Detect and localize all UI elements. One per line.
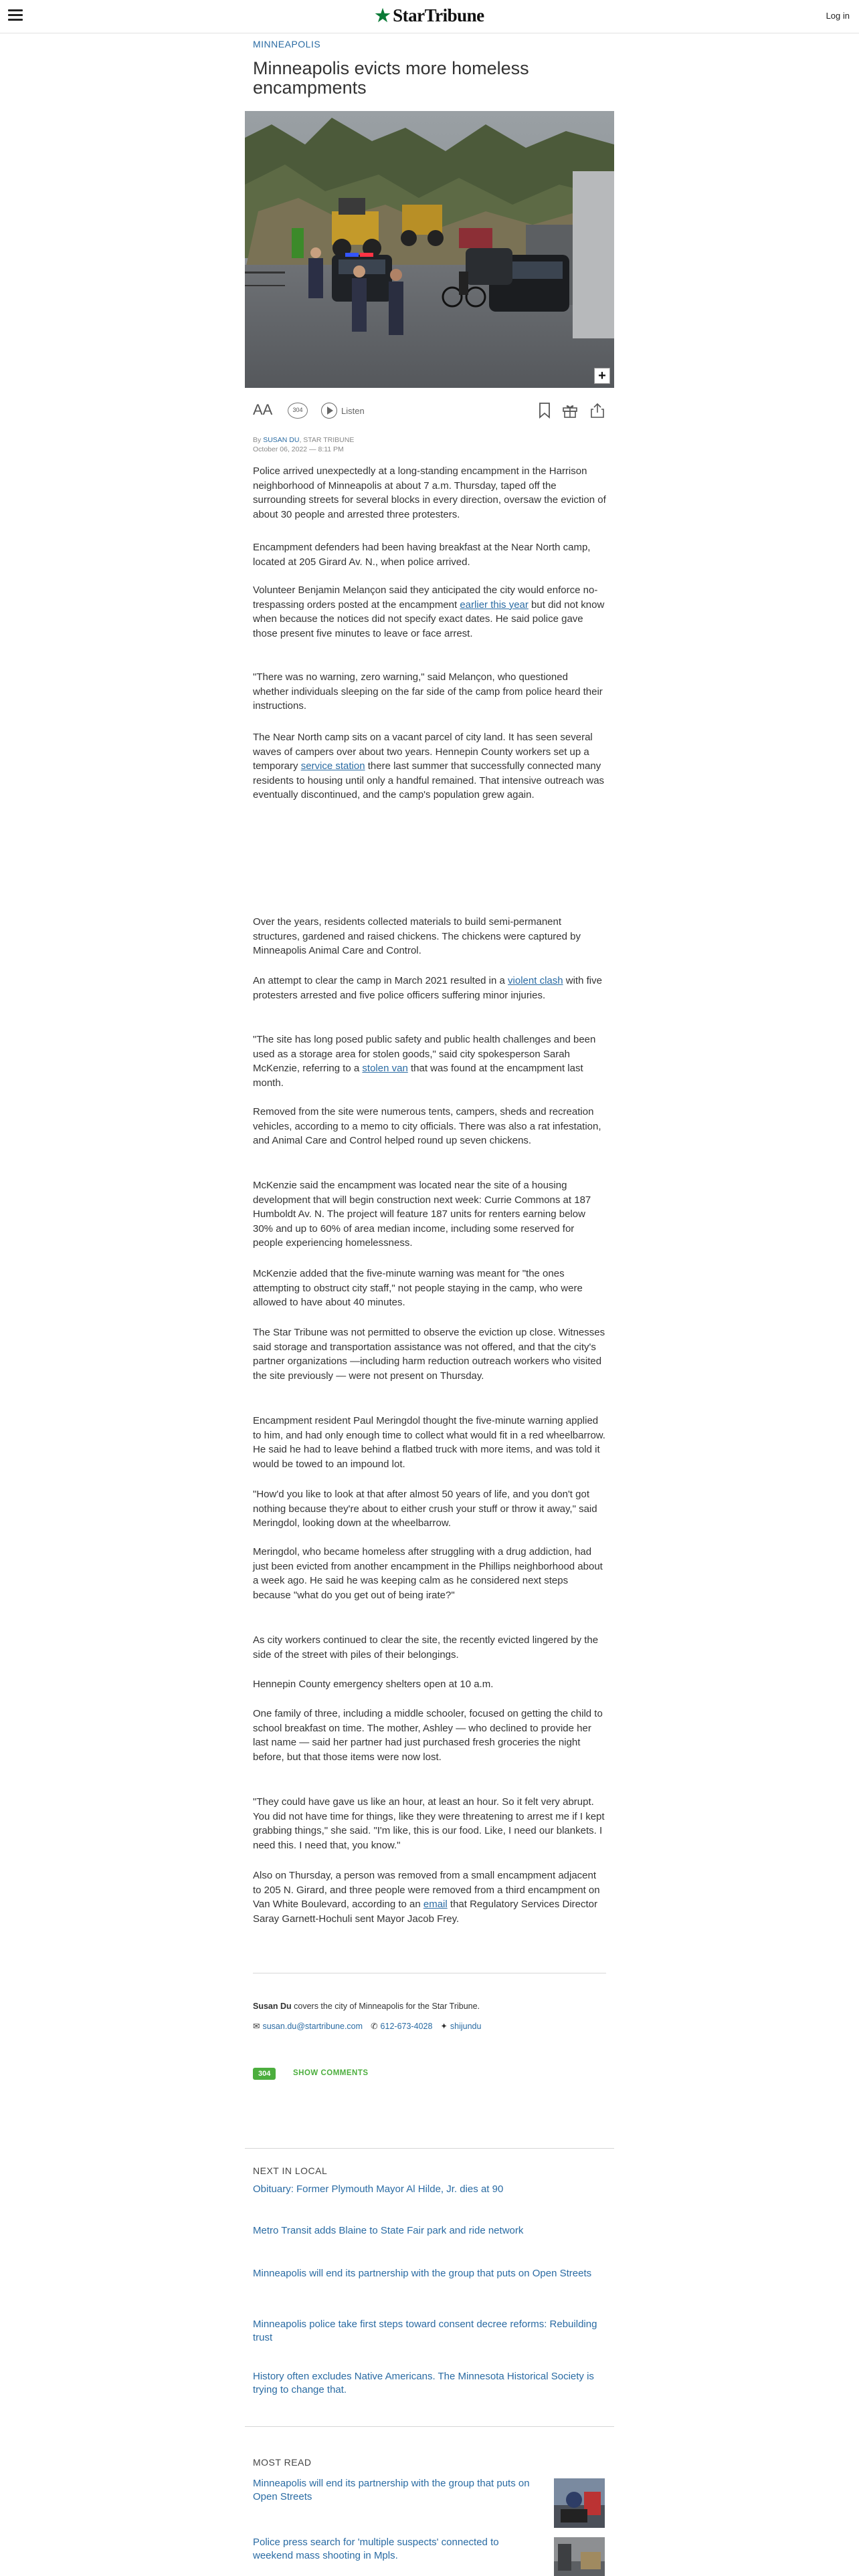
most-read-thumbnail[interactable] xyxy=(554,2478,605,2528)
author-contacts xyxy=(253,2021,481,2031)
section-label[interactable]: MINNEAPOLIS xyxy=(253,39,321,49)
article-paragraph: "The site has long posed public safety and public health challenges and been used as a storage area for stolen goods," said city spokesperson Sarah McKenzie, referring to a stolen van that was found at the encampment last month. xyxy=(253,1034,596,1089)
article-toolbar xyxy=(253,400,606,424)
author-name: Susan Du xyxy=(253,2002,292,2011)
startribune-logo[interactable] xyxy=(375,5,484,26)
inline-link[interactable]: email xyxy=(423,1899,448,1910)
top-navigation-bar xyxy=(0,0,859,33)
publish-date: October 06, 2022 — 8:11 PM xyxy=(253,445,344,453)
article-paragraph: "They could have gave us like an hour, at least an hour. So it felt very abrupt. You did not have time for things, like they were threatening to arrest me if I kept grabbing things," she said. "I'm like, this is our food. Like, I need our blankets. I need this. I need that, you know." xyxy=(253,1796,605,1851)
article-paragraph: Police arrived unexpectedly at a long-standing encampment in the Harrison neighborhood of Minneapolis at about 7 a.m. Thursday, taped off the surrounding streets for several blocks in every direction, oversaw the eviction of about 30 people and arrested three protesters. xyxy=(253,465,606,520)
byline-prefix: By xyxy=(253,436,262,444)
author-phone[interactable]: ✆ 612-673-4028 xyxy=(371,2022,433,2031)
hamburger-menu-icon[interactable] xyxy=(8,9,23,21)
article-paragraph: An attempt to clear the camp in March 2021 resulted in a violent clash with five protesters arrested and five police officers suffering minor injuries. xyxy=(253,975,602,1001)
hero-photo-illustration xyxy=(245,111,614,388)
gift-icon[interactable] xyxy=(562,403,578,422)
byline-author-link[interactable]: SUSAN DU xyxy=(263,436,300,444)
article-paragraph: Removed from the site were numerous tents, campers, sheds and recreation vehicles, according to a memo to city officials. There was also a rat infestation, and Animal Care and Control helped round up seven chickens. xyxy=(253,1106,601,1146)
article-paragraph: Hennepin County emergency shelters open at 10 a.m. xyxy=(253,1679,494,1690)
author-bio: Susan Du covers the city of Minneapolis for the Star Tribune. xyxy=(253,2002,480,2011)
next-in-local-link[interactable]: Metro Transit adds Blaine to State Fair park and ride network xyxy=(253,2225,524,2236)
article-paragraph: Meringdol, who became homeless after struggling with a drug addiction, had just been evicted from another encampment in the Phillips neighborhood about a week ago. He said he was keeping calm as he considered next steps because "what do you get out of being irate?" xyxy=(253,1546,603,1601)
bookmark-icon[interactable] xyxy=(539,403,551,422)
share-icon[interactable] xyxy=(590,403,605,422)
article-paragraph: McKenzie added that the five-minute warning was meant for "the ones attempting to obstruct city staff," not people staying in the camp, who were allowed to have about 40 minutes. xyxy=(253,1268,583,1308)
article-paragraph: "How'd you like to look at that after almost 50 years of life, and you don't got nothing because they're about to either crush your stuff or throw it away," said Meringdol, looking down at the wheelbarrow. xyxy=(253,1489,597,1529)
text-size-label: AA xyxy=(253,401,273,418)
article-paragraph: The Near North camp sits on a vacant parcel of city land. It has seen several waves of campers over about two years. Hennepin County workers set up a temporary service station there last summer that successfully connected many residents to housing until only a handful remained. That intensive outreach was eventually discontinued, and the camp's population grew again. xyxy=(253,732,605,800)
article-paragraph: The Star Tribune was not permitted to observe the eviction up close. Witnesses said storage and transportation assistance was not offered, and that the city's partner organizations —including harm reduction outreach workers who visited the site previously — were not present on Thursday. xyxy=(253,1327,605,1382)
most-read-link[interactable]: Police press search for 'multiple suspects' connected to weekend mass shooting in Mpls. xyxy=(253,2537,499,2561)
article-paragraph: Encampment defenders had been having breakfast at the Near North camp, located at 205 Girard Av. N., when police arrived. xyxy=(253,542,591,568)
article-paragraph: As city workers continued to clear the site, the recently evicted lingered by the side of the street with piles of their belongings. xyxy=(253,1634,599,1660)
envelope-icon: ✉ xyxy=(253,2022,260,2031)
article-headline: Minneapolis evicts more homeless encampments xyxy=(253,58,529,98)
next-in-local-link[interactable]: Minneapolis will end its partnership with the group that puts on Open Streets xyxy=(253,2268,592,2279)
comment-count-badge[interactable]: 304 xyxy=(253,2068,276,2080)
login-link[interactable]: Log in xyxy=(826,11,850,21)
article-paragraph: Volunteer Benjamin Melançon said they anticipated the city would enforce no-trespassing orders posted at the encampment earlier this year but did not know when because the notices did not specify exact dates. He said police gave those present five minutes to leave or face arrest. xyxy=(253,584,605,639)
article-paragraph: McKenzie said the encampment was located near the site of a housing development that will begin construction next week: Currie Commons at 187 Humboldt Av. N. The project will feature 187 units for renters earning below 30% and up to 60% of area median income, including some reserved for people experiencing homelessness. xyxy=(253,1180,591,1249)
author-email[interactable]: ✉ susan.du@startribune.com xyxy=(253,2022,363,2031)
divider xyxy=(245,2148,614,2149)
twitter-icon: ✦ xyxy=(440,2022,448,2031)
most-read-heading: MOST READ xyxy=(253,2457,312,2468)
article-paragraph: Also on Thursday, a person was removed from a small encampment adjacent to 205 N. Girard, and three people were removed from a third encampment on Van White Boulevard, according to an email that Regulatory Services Director Saray Garnett-Hochuli sent Mayor Jacob Frey. xyxy=(253,1870,600,1925)
divider xyxy=(245,2426,614,2427)
show-comments-button[interactable]: SHOW COMMENTS xyxy=(293,2069,369,2077)
star-logo-icon: ★ xyxy=(375,5,391,25)
inline-link[interactable]: violent clash xyxy=(508,975,563,986)
toolbar-comment-count: 304 xyxy=(292,407,303,413)
inline-link[interactable]: stolen van xyxy=(362,1063,408,1074)
listen-label: Listen xyxy=(341,405,365,416)
hero-photo xyxy=(245,111,614,388)
byline-org: , STAR TRIBUNE xyxy=(299,436,355,444)
article-paragraph: Encampment resident Paul Meringdol thought the five-minute warning applied to him, and had only enough time to collect what would fit in a red wheelbarrow. He said he had to leave behind a flatbed truck with more items, and was told it would be towed to an impound lot. xyxy=(253,1415,605,1470)
article-paragraph: Over the years, residents collected materials to build semi-permanent structures, gardened and raised chickens. The chickens were captured by Minneapolis Animal Care and Control. xyxy=(253,916,581,956)
expand-photo-button[interactable]: + xyxy=(594,368,610,384)
comment-bubble-icon[interactable] xyxy=(288,403,308,419)
next-in-local-link[interactable]: Obituary: Former Plymouth Mayor Al Hilde, Jr. dies at 90 xyxy=(253,2183,504,2195)
logo-text: StarTribune xyxy=(393,5,484,25)
text-size-button[interactable] xyxy=(253,401,272,419)
next-in-local-link[interactable]: History often excludes Native Americans. The Minnesota Historical Society is trying to change that. xyxy=(253,2371,594,2395)
inline-link[interactable]: service station xyxy=(300,760,365,772)
most-read-thumbnail[interactable] xyxy=(554,2537,605,2576)
article-paragraph: One family of three, including a middle schooler, focused on getting the child to school breakfast on time. The mother, Ashley — who declined to provide her last name — said her partner had just purchased fresh groceries the night before, but that those items were now lost. xyxy=(253,1708,603,1763)
inline-link[interactable]: earlier this year xyxy=(460,599,529,611)
byline xyxy=(253,436,354,444)
play-icon xyxy=(321,403,337,419)
author-twitter[interactable]: ✦ shijundu xyxy=(440,2022,482,2031)
listen-button[interactable] xyxy=(321,403,365,419)
next-in-local-link[interactable]: Minneapolis police take first steps toward consent decree reforms: Rebuilding trust xyxy=(253,2319,597,2343)
article-paragraph: "There was no warning, zero warning," said Melançon, who questioned whether individuals sleeping on the far side of the camp from police heard their instructions. xyxy=(253,671,603,712)
next-in-local-heading: NEXT IN LOCAL xyxy=(253,2165,328,2176)
phone-icon: ✆ xyxy=(371,2022,378,2031)
most-read-link[interactable]: Minneapolis will end its partnership with the group that puts on Open Streets xyxy=(253,2478,530,2502)
